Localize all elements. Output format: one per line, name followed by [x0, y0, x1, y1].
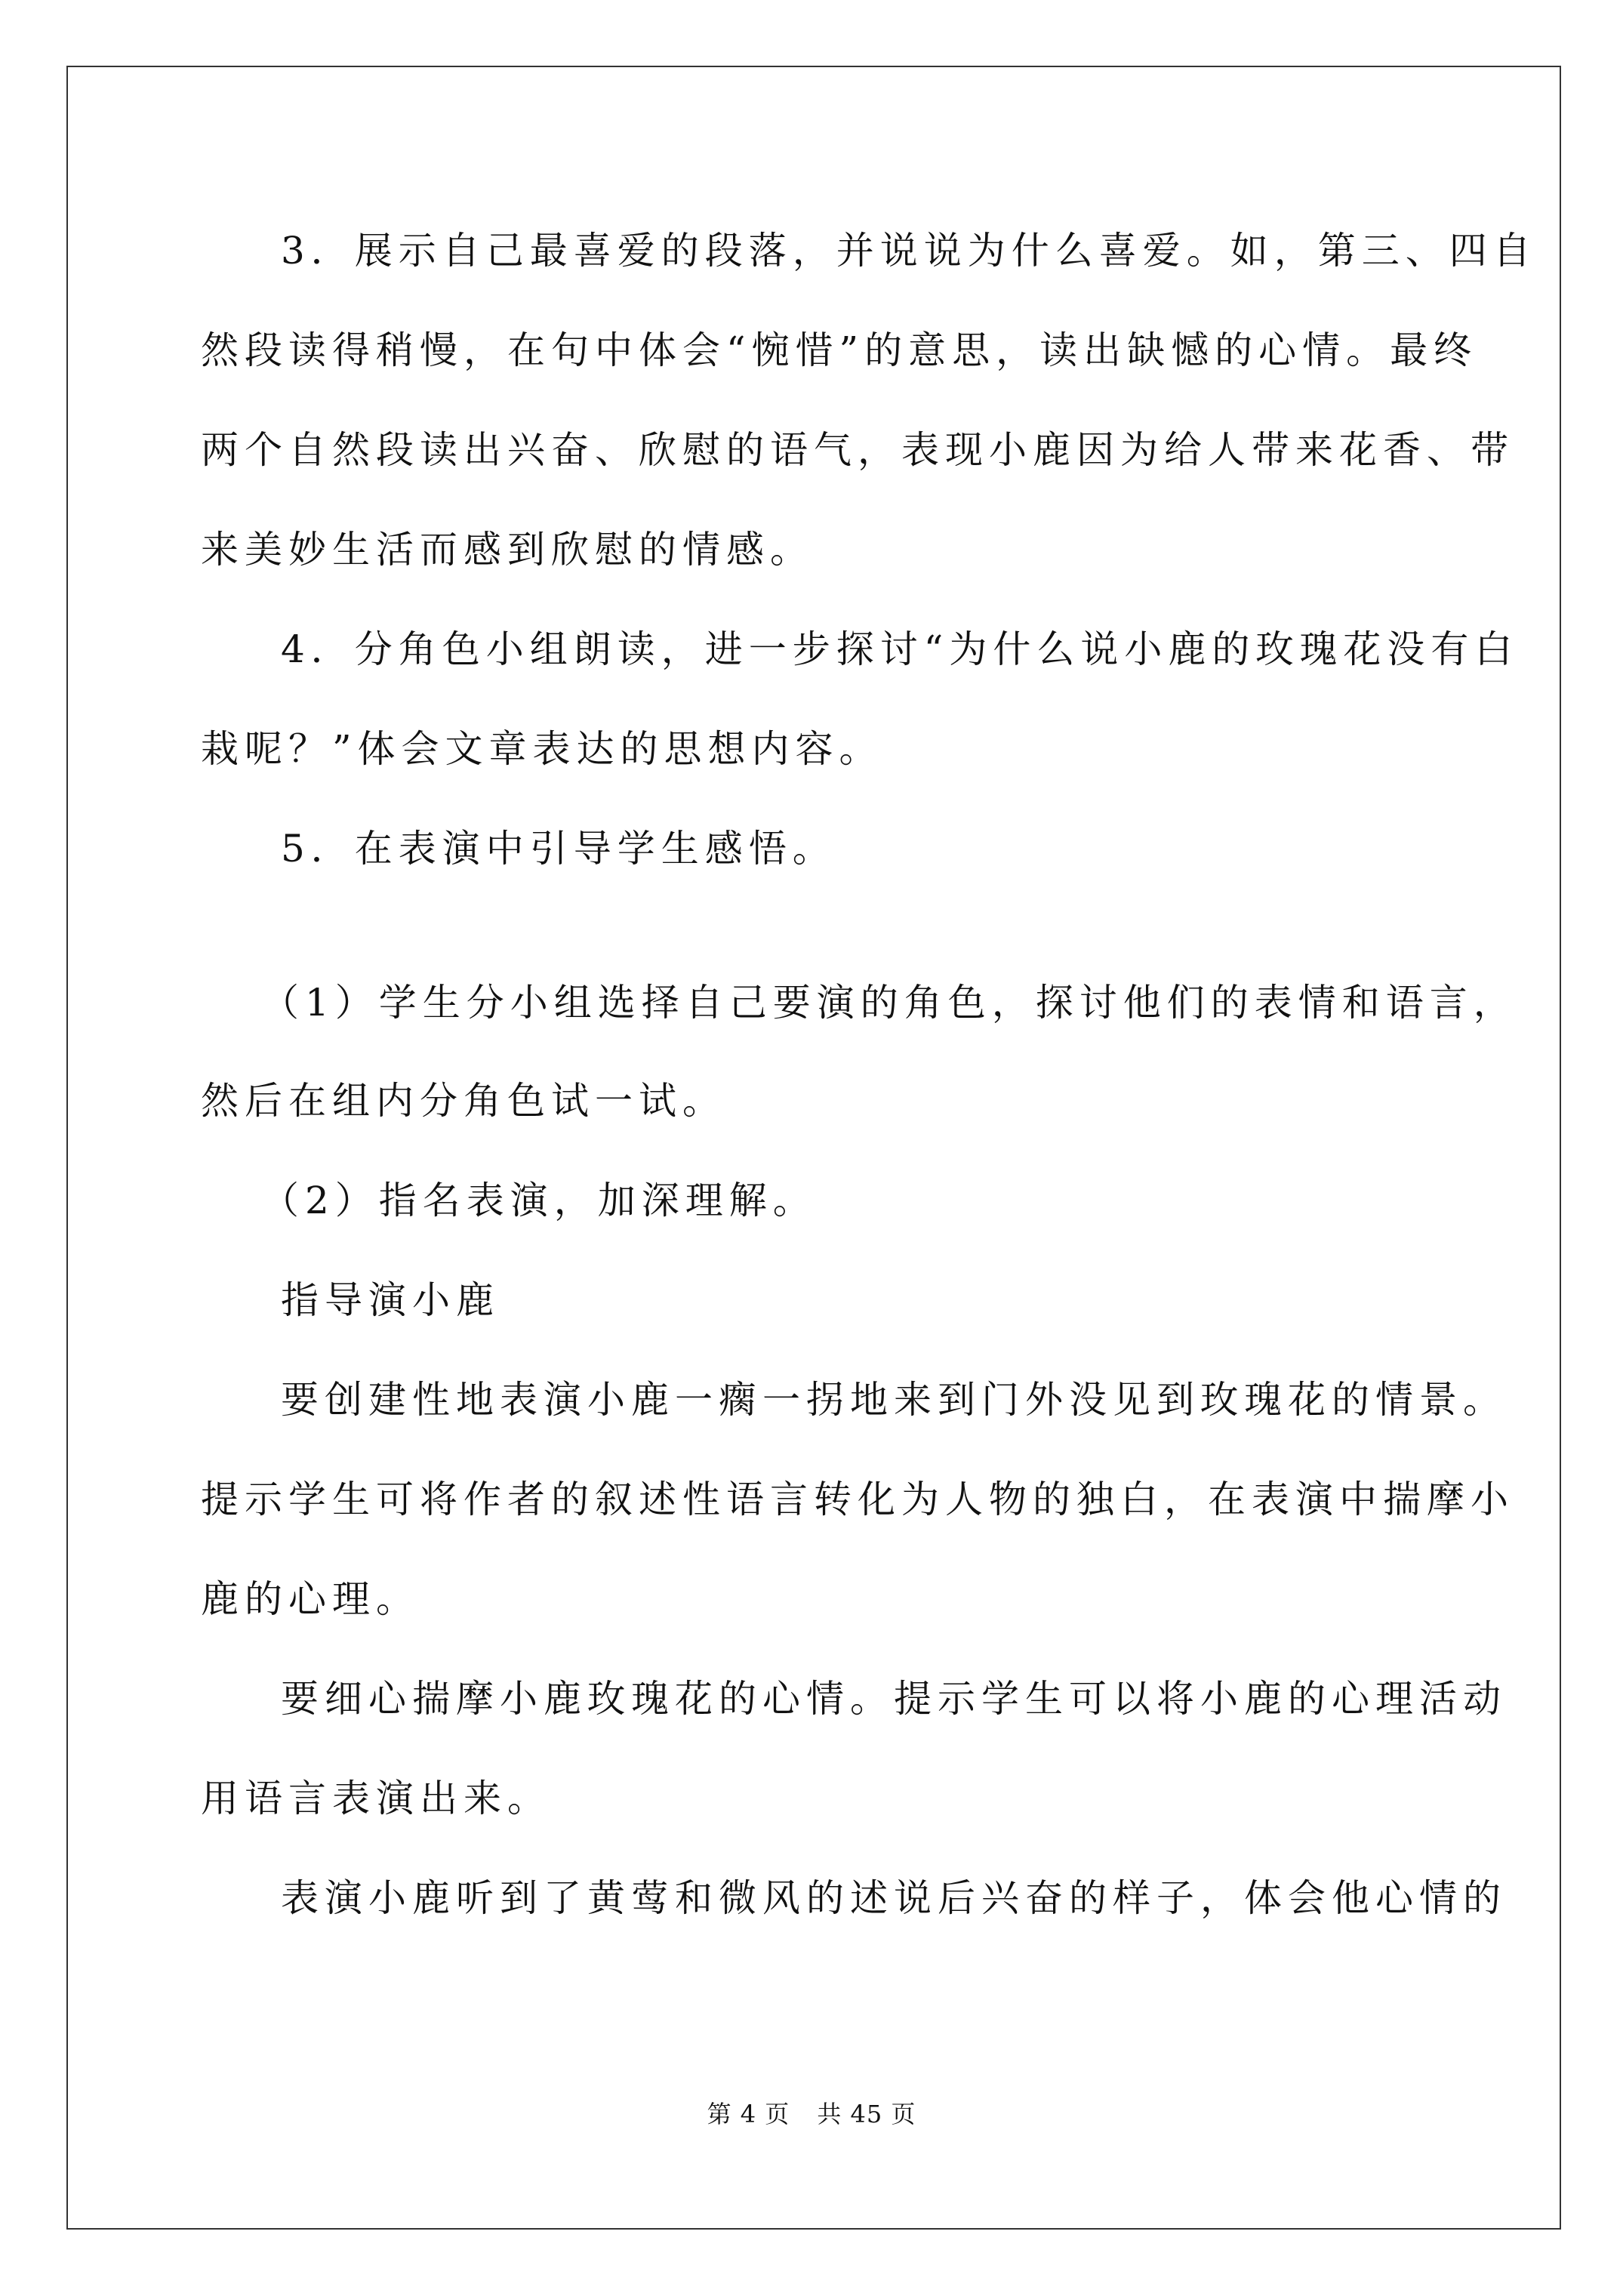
text-line: 5．在表演中引导学生感悟。: [281, 827, 836, 871]
text-line: 表演小鹿听到了黄莺和微风的述说后兴奋的样子，体会他心情的: [281, 1876, 1507, 1920]
page-number: 第 4 页: [707, 2100, 790, 2128]
text-line: 3．展示自己最喜爱的段落，并说说为什么喜爱。如，第三、四自: [281, 229, 1537, 273]
text-line: 要创建性地表演小鹿一瘸一拐地来到门外没见到玫瑰花的情景。: [281, 1378, 1507, 1422]
text-line: 栽呢？”体会文章表达的思想内容。: [201, 727, 883, 771]
text-line: 要细心揣摩小鹿玫瑰花的心情。提示学生可以将小鹿的心理活动: [281, 1677, 1507, 1721]
text-line: 提示学生可将作者的叙述性语言转化为人物的独白，在表演中揣摩小: [201, 1478, 1514, 1521]
text-line: 鹿的心理。: [201, 1577, 420, 1621]
text-line: 4．分角色小组朗读，进一步探讨“为什么说小鹿的玫瑰花没有白: [281, 627, 1519, 671]
text-line: （2）指名表演，加深理解。: [261, 1179, 817, 1222]
text-line: （1）学生分小组选择自己要演的角色，探讨他们的表情和语言，: [261, 981, 1517, 1025]
text-line: 指导演小鹿: [281, 1278, 500, 1322]
page-total: 共 45 页: [817, 2100, 916, 2128]
text-line: 用语言表演出来。: [201, 1777, 551, 1820]
text-line: 来美妙生活而感到欣慰的情感。: [201, 528, 814, 572]
text-line: 然段读得稍慢，在句中体会“惋惜”的意思，读出缺憾的心情。最终: [201, 328, 1478, 372]
text-line: 然后在组内分角色试一试。: [201, 1079, 726, 1123]
page-footer: [0, 2099, 1623, 2129]
text-line: 两个自然段读出兴奋、欣慰的语气，表现小鹿因为给人带来花香、带: [201, 428, 1514, 472]
